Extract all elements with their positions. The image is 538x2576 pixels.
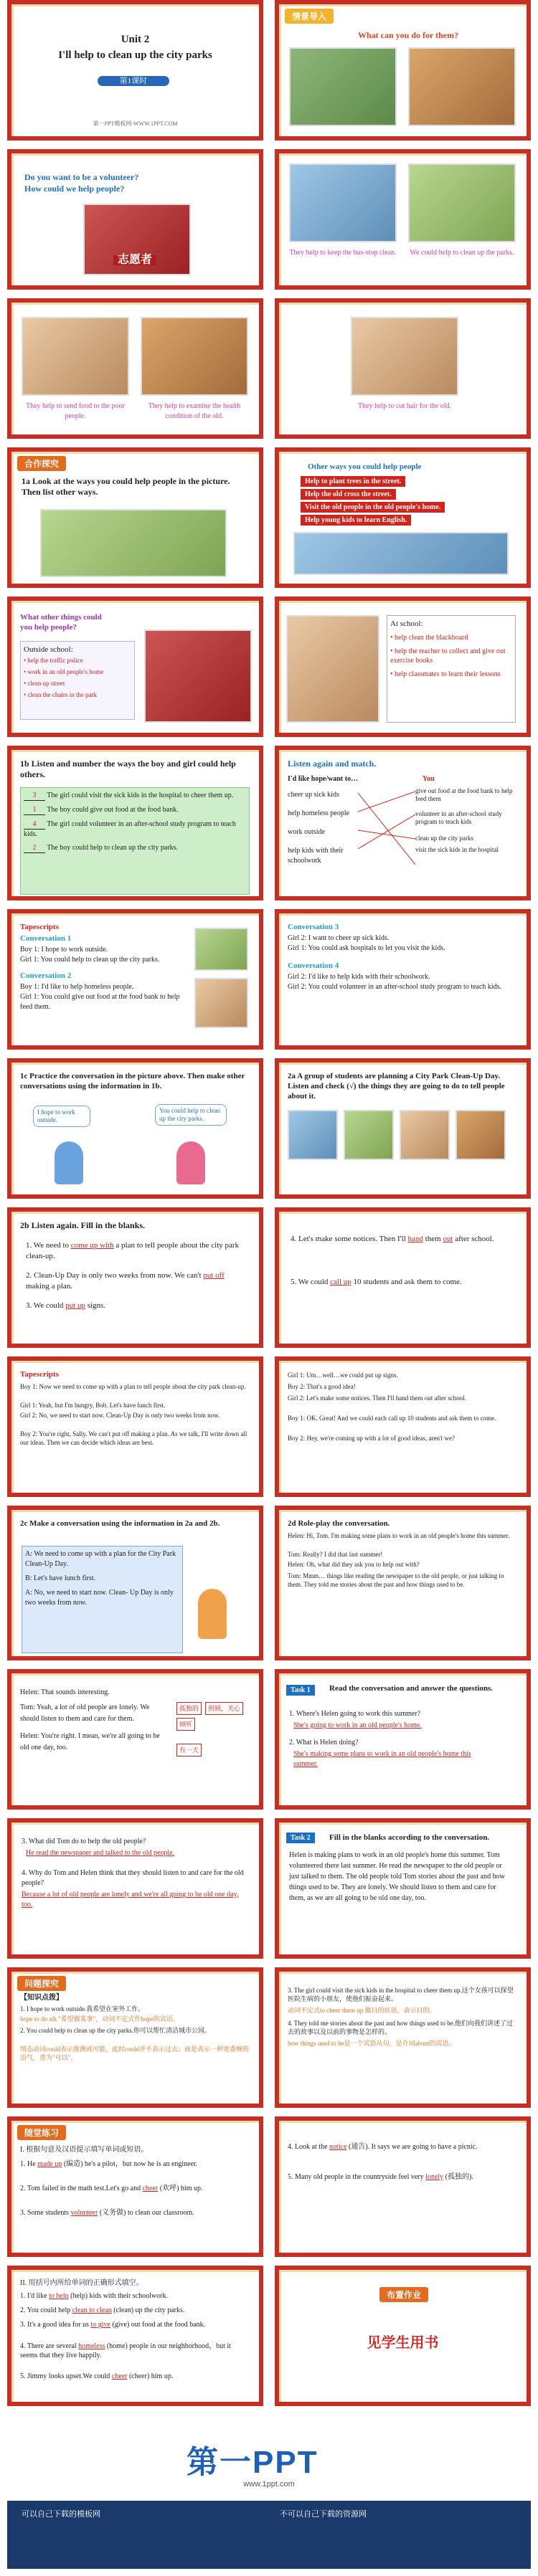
outside-item-text: clean up street: [27, 680, 65, 687]
question-3: 3. What did Tom do to help the old people?: [22, 1838, 146, 1845]
script-line: Boy 1: Now we need to come up with a plan to tell people about the city park clean-up.: [20, 1383, 246, 1390]
script-line: Girl 1: You could ask hospitals to let you visit the kids.: [288, 944, 445, 952]
knowledge-line: 4. They told me stories about the past and how things used to be.他们向我们讲述了过去的故事以及以前的事物是怎样的。: [288, 2020, 514, 2035]
photo-bus-stop: [289, 163, 397, 242]
photo-haircut: [351, 317, 458, 396]
text: them: [425, 1235, 441, 1243]
slide-practice: [7, 2116, 263, 2257]
row-9: [0, 1207, 538, 1348]
other-ways-heading: Other ways you could help people: [308, 462, 422, 471]
match-left: cheer up sick kids: [288, 791, 339, 799]
outside-item-text: help the traffic police: [27, 657, 83, 664]
photo-food-bank: [194, 978, 248, 1028]
slide-knowledge: [7, 1967, 263, 2108]
task1-instruction: Read the conversation and answer the questions.: [329, 1684, 494, 1693]
text: 5. We could: [291, 1278, 329, 1286]
photo-street: [293, 532, 509, 575]
instruction-1a: 1a Look at the ways you could help people in the picture. Then list other ways.: [22, 476, 230, 497]
slide-at-school: [275, 597, 531, 737]
intro-question: What can you do for them?: [358, 30, 459, 40]
text: (编造) he's a pilot，but now he is an engineer.: [63, 2160, 198, 2168]
caption-food: They help to send food to the poor people.: [25, 402, 126, 420]
numbering-row: [24, 791, 246, 801]
slide-title-text: I'll help to clean up the city parks: [58, 49, 212, 61]
photo-classroom: [286, 615, 379, 723]
row-16: [0, 2266, 538, 2406]
text: (help) kids with their schoolwork.: [70, 2292, 168, 2300]
script-line: Girl 1: Um…well…we could put up signs.: [288, 1372, 398, 1379]
practice-item: [20, 2208, 250, 2218]
row-12: [0, 1669, 538, 1810]
footer-logo: 第一PPT: [187, 2445, 318, 2480]
script-line: Girl 2: I'd like to help kids with their schoolwork.: [288, 973, 430, 981]
homework-text: 见学生用书: [367, 2335, 439, 2351]
slide-tapescript-3: [7, 1356, 263, 1497]
help-question: How could we help people?: [24, 184, 125, 194]
picture-option-b: [344, 1110, 394, 1160]
blank-3: [26, 1301, 241, 1311]
photo-park-clean: [194, 928, 248, 971]
answer-3: put up: [65, 1301, 85, 1310]
text: signs.: [87, 1301, 106, 1310]
girl-figure: [176, 1141, 205, 1184]
section-tag: 布置作业: [379, 2287, 428, 2302]
footer-col1: 可以自己下载的模板网: [22, 2510, 100, 2519]
dialog-line: Tom: Mmm… things like reading the newspaper to the old people, or just talking to them. They told me stories about the past and how things used to be.: [288, 1572, 504, 1588]
text: 3. Some students: [20, 2209, 70, 2217]
instruction-1b: 1b Listen and number the ways the boy and girl could help others.: [20, 759, 236, 779]
script-line: Girl 1: You could help to clean up the city parks.: [20, 956, 160, 964]
practice-item: [20, 2291, 250, 2301]
outside-item-text: clean the chairs in the park: [27, 691, 98, 698]
row-5: [0, 597, 538, 737]
school-item-text: help the teacher to collect and give out exercise books: [390, 647, 506, 665]
answer-number: 2: [24, 843, 45, 853]
answer: clean to clean: [72, 2306, 112, 2314]
dialog-line: Helen: Oh, what did they ask you to help out with?: [288, 1561, 420, 1568]
row-13: [0, 1818, 538, 1959]
instruction-2a: 2a A group of students are planning a City Park Clean-Up Day. Listen and check (√) the things they are going to do to tell people about it.: [288, 1072, 505, 1101]
school-item: • help classmates to learn their lessons: [390, 670, 501, 678]
text: 4. Look at the: [288, 2143, 328, 2151]
answer-q3: He read the newspaper and talked to the old people.: [26, 1849, 175, 1857]
practice-item: [20, 2306, 250, 2315]
text: (cheer) him up.: [128, 2372, 174, 2380]
knowledge-line: hope to do sth."希望做某事"，动词不定式作hope的宾语。: [20, 2015, 179, 2023]
text: 2. You could help: [20, 2306, 71, 2314]
text: 10 students and ask them to come.: [353, 1278, 462, 1286]
script-line: Boy 2: That's a good idea!: [288, 1383, 356, 1390]
script-line: Girl 1: Yeah, but I'm hungry, Bob. Let's have lunch first.: [20, 1402, 166, 1409]
question-4: 4. Why do Tom and Helen think that they should listen to and care for the old people?: [22, 1869, 244, 1887]
dialog-line: Helen: Hi, Tom. I'm making some plans to work in an old people's home this summer.: [288, 1532, 510, 1539]
caption-health: They help to examine the health condition of the old.: [148, 402, 241, 420]
speech-bubble-boy: I hope to work outside.: [33, 1106, 90, 1127]
slide-1a: [7, 447, 263, 588]
answer-1: come up with: [70, 1241, 114, 1250]
row-text: The boy could give out food at the food bank.: [47, 806, 179, 814]
slide-outside-school: [7, 597, 263, 737]
conversation-box: [22, 1546, 183, 1653]
slide-2c: [7, 1506, 263, 1660]
answer: to give: [90, 2321, 110, 2329]
answer: notice: [329, 2143, 347, 2151]
lesson-badge: 第1课时: [98, 76, 169, 86]
answer: to help: [49, 2292, 69, 2300]
knowledge-line: 2. You could help to clean up the city parks.你可以帮忙清洁城市公园。: [20, 2027, 211, 2034]
at-school-label: At school:: [390, 619, 423, 628]
dialog-line: B: Let's have lunch first.: [25, 1574, 96, 1582]
slide-task2: [275, 1818, 531, 1959]
slide-match: [275, 746, 531, 900]
tapescript-title: Tapescripts: [20, 1370, 59, 1379]
slide-tapescript-4: [275, 1356, 531, 1497]
question-1: 1. Where's Helen going to work this summer?: [289, 1710, 421, 1718]
site-label: 第一PPT模板网-WWW.1PPT.COM: [93, 120, 178, 127]
instruction-match: Listen again and match.: [288, 759, 377, 769]
answer: cheer: [142, 2185, 159, 2192]
text: a plan to tell people about the city park clean-up.: [26, 1241, 240, 1260]
dialog-line: Helen: You're right. I mean, we're all going to be old one day, too.: [20, 1732, 160, 1752]
dialog-line: Tom: Really? I did that last summer!: [288, 1551, 383, 1558]
row-2: [0, 149, 538, 290]
answer-q1: She's going to work in an old people's home.: [293, 1721, 422, 1729]
photo-park: [408, 163, 516, 242]
other-things-question: What other things could you help people?: [20, 613, 102, 632]
footer-bar: [7, 2501, 531, 2569]
photo-food: [22, 317, 129, 396]
text: 5. Jimmy looks upset.We could: [20, 2372, 110, 2380]
knowledge-line: 1. I hope to work outside.我希望在室外工作。: [20, 2005, 145, 2012]
picture-option-a: [288, 1110, 338, 1160]
way-item: Visit the old people in the old people's home.: [301, 502, 445, 513]
text: 1. We need to: [26, 1241, 70, 1250]
numbering-box: [20, 787, 250, 895]
slide-tapescript-1: [7, 909, 263, 1050]
knowledge-label: 【知识点拨】: [20, 1994, 63, 2002]
volunteer-banner-photo: [83, 204, 191, 275]
unit-label: Unit 2: [121, 34, 150, 45]
knowledge-line: how things used to be是一个宾语从句，是介词about的宾语。: [288, 2040, 456, 2047]
match-right: volunteer in an after-school study program to teach kids: [415, 810, 502, 825]
answer-5: out: [443, 1235, 453, 1243]
slide-task1: [275, 1669, 531, 1810]
practice-item: [20, 2372, 250, 2381]
dialog-line: Helen: That sounds interesting.: [20, 1688, 110, 1696]
slide-2b: [7, 1207, 263, 1348]
slide-title: [7, 0, 263, 141]
photo-elderly: [289, 47, 397, 126]
script-line: Boy 1: I'd like to help homeless people.: [20, 983, 134, 991]
row-3: [0, 298, 538, 439]
row-1: [0, 0, 538, 141]
text: (义务做) to clean our classroom.: [99, 2209, 194, 2217]
practice-item: [20, 2320, 250, 2329]
answer-2: put off: [203, 1271, 225, 1280]
blank-2: [26, 1270, 241, 1292]
practice-intro: II. 用括号内所给单词的正确形式填空。: [20, 2279, 143, 2287]
slide-homework: [275, 2266, 531, 2406]
section-tag: 合作探究: [17, 456, 66, 471]
answer: cheer: [111, 2372, 128, 2380]
row-6: [0, 746, 538, 900]
slide-other-ways: [275, 447, 531, 588]
match-left: help kids with their schoolwork: [288, 847, 344, 865]
slide-task1-cont: [7, 1818, 263, 1959]
text: (通告). It says we are going to have a picnic.: [348, 2143, 478, 2151]
script-line: Boy 2: Hey, we're coming up with a lot of good ideas, aren't we?: [288, 1435, 455, 1442]
footer: [7, 2415, 531, 2569]
text: 4. Let's make some notices. Then I'll: [291, 1235, 406, 1243]
school-item: • help clean the blackboard: [390, 634, 468, 642]
conversation-label: Conversation 4: [288, 961, 339, 970]
text: 4. There are several: [20, 2342, 77, 2350]
answer: volunteer: [70, 2209, 98, 2217]
slide-intro: [275, 0, 531, 141]
match-lines: [358, 786, 415, 865]
row-4: [0, 447, 538, 588]
task-tag: Task 2: [286, 1833, 315, 1843]
instruction-2b: 2b Listen again. Fill in the blanks.: [20, 1220, 146, 1230]
answer-number: 1: [24, 805, 45, 815]
answer: homeless: [78, 2342, 105, 2350]
script-line: Girl 2: You could volunteer in an after-school study program to teach kids.: [288, 983, 502, 991]
note-listen: 倾听: [176, 1718, 195, 1731]
photo-volunteers: [40, 509, 227, 577]
footer-url[interactable]: www.1ppt.com: [243, 2480, 295, 2489]
text: 1. He: [20, 2160, 36, 2168]
script-line: Girl 1: You could give out food at the food bank to help feed them.: [20, 993, 180, 1011]
text: making a plan.: [26, 1282, 73, 1291]
volunteer-question: Do you want to be a volunteer?: [24, 172, 139, 182]
left-head: I'd like hope/want to…: [288, 775, 359, 783]
right-head: You: [423, 775, 435, 783]
answer-4: hand: [407, 1235, 423, 1243]
row-11: [0, 1506, 538, 1660]
knowledge-line: 动词不定式to cheer them up 做目的状语，表示目的。: [288, 2007, 436, 2014]
slide-practice-2: [7, 2266, 263, 2406]
slide-practice-cont: [275, 2116, 531, 2257]
outside-item-text: work in an old people's home: [27, 668, 104, 675]
practice-item: [20, 2184, 250, 2194]
conversation-label: Conversation 1: [20, 934, 72, 943]
row-10: [0, 1356, 538, 1497]
numbering-row: [24, 843, 246, 853]
text: 5. Many old people in the countryside feel very: [288, 2173, 424, 2181]
text: (give) out food at the food bank.: [112, 2321, 206, 2329]
script-line: Girl 2: No, we need to start now. Clean-Up Day is only two weeks from now.: [20, 1412, 220, 1419]
text: after school.: [455, 1235, 494, 1243]
photo-children: [408, 47, 516, 126]
school-item: • help the teacher to collect and give out exercise books: [390, 647, 506, 665]
answer: made up: [37, 2160, 62, 2168]
caption-haircut: They help to cut hair for the old.: [358, 402, 451, 410]
text: 1. I'd like: [20, 2292, 47, 2300]
note-lonely: 孤独的: [176, 1702, 202, 1715]
conversation-label: Conversation 3: [288, 923, 339, 931]
school-item-text: help clean the blackboard: [395, 634, 468, 642]
outside-school-label: Outside school:: [24, 645, 73, 654]
dialog-line: A: No, we need to start now. Clean- Up Day is only two weeks from now.: [25, 1589, 174, 1607]
row-text: The boy could help to clean up the city parks.: [47, 844, 179, 852]
slide-photos-1: [275, 149, 531, 290]
student-figure: [198, 1589, 227, 1639]
slide-photos-2: [7, 298, 263, 439]
knowledge-line: 情态动词could表示推测或可能，此时could并不表示过去；而是表示一种更委婉的语气，意为"可以"。: [20, 2045, 249, 2061]
slide-dialog: [7, 1669, 263, 1810]
task-tag: Task 1: [286, 1685, 315, 1696]
match-right: clean up the city parks: [415, 835, 473, 842]
row-text: The girl could volunteer in an after-school study program to teach kids.: [24, 820, 236, 838]
blank-5: [291, 1276, 513, 1288]
section-tag: 情景导入: [285, 9, 334, 24]
slide-knowledge-cont: [275, 1967, 531, 2108]
conversation-label: Conversation 2: [20, 971, 72, 980]
text: 2. Tom failed in the math test.Let's go and: [20, 2185, 141, 2192]
slide-2a: [275, 1058, 531, 1199]
note-one-day: 有一天: [176, 1744, 202, 1757]
practice-item: [288, 2142, 517, 2152]
way-item: Help to plant trees in the street.: [301, 476, 405, 487]
instruction-1c: 1c Practice the conversation in the picture above. Then make other conversations using the information in 1b.: [20, 1072, 245, 1090]
numbering-row: [24, 819, 246, 839]
outside-item: • help the traffic police: [24, 657, 83, 664]
slide-tapescript-2: [275, 909, 531, 1050]
dialog-line: Tom: Yeah, a lot of old people are lonely. We should listen to them and care for them.: [20, 1703, 150, 1723]
boy-figure: [55, 1141, 83, 1184]
row-7: [0, 909, 538, 1050]
outside-school-box: [20, 641, 135, 720]
slide-1c: [7, 1058, 263, 1199]
blank-4: [291, 1233, 513, 1245]
answer-q2: She's making some plans to work in an old people's home this summer.: [293, 1750, 471, 1768]
blank-1: [26, 1240, 241, 1262]
picture-option-d: [456, 1110, 506, 1160]
caption-bus-stop: They help to keep the bus-stop clean.: [289, 249, 397, 257]
outside-item: • work in an old people's home: [24, 668, 104, 675]
photo-traffic: [144, 629, 252, 723]
answer-6: call up: [330, 1278, 351, 1286]
tapescript-title: Tapescripts: [20, 923, 59, 931]
match-right: give out food at the food bank to help feed them: [415, 787, 513, 802]
way-item: Help young kids to learn English.: [301, 515, 411, 526]
banner-text: 志愿者: [113, 255, 156, 265]
slide-volunteer: [7, 149, 263, 290]
slide-2d: [275, 1506, 531, 1660]
dialog-line: A: We need to come up with a plan for the City Park Clean-Up Day.: [25, 1550, 176, 1568]
outside-item: • clean up street: [24, 680, 65, 687]
outside-item: • clean the chairs in the park: [24, 691, 98, 698]
match-left: help homeless people: [288, 809, 350, 817]
answer-number: 4: [24, 819, 45, 830]
script-line: Girl 2: I want to cheer up sick kids.: [288, 934, 390, 942]
match-right: visit the sick kids in the hospital: [415, 846, 499, 853]
answer-number: 3: [24, 791, 45, 801]
speech-bubble-girl: You could help to clean up the city parks.: [155, 1104, 227, 1126]
way-item: Help the old cross the street.: [301, 489, 396, 500]
practice-item: [288, 2172, 517, 2182]
row-15: [0, 2116, 538, 2257]
row-14: [0, 1967, 538, 2108]
text: 3. It's a good idea for us: [20, 2321, 89, 2329]
at-school-box: [387, 615, 516, 723]
slide-2b-cont: [275, 1207, 531, 1348]
slide-photos-3: [275, 298, 531, 439]
school-item-text: help classmates to learn their lessons: [395, 670, 501, 678]
text: (欢呼) him up.: [159, 2185, 203, 2192]
answer: lonely: [425, 2173, 444, 2181]
practice-intro: I. 根据句意及汉语提示填写单词或短语。: [20, 2146, 148, 2154]
script-line: Boy 1: I hope to work outside.: [20, 946, 108, 954]
script-line: Boy 1: OK. Great! And we could each call up 10 students and ask them to come.: [288, 1415, 496, 1422]
knowledge-line: 3. The girl could visit the sick kids in the hospital to cheer them up.这个女孩可以探望医院生病的小朋友，使他们振奋起来。: [288, 1987, 514, 2002]
answer-q4: Because a lot of old people are lonely and we're all going to be old one day, too.: [22, 1891, 239, 1909]
numbering-row: [24, 805, 246, 815]
question-2: 2. What is Helen doing?: [289, 1739, 359, 1746]
instruction-2d: 2d Role-play the conversation.: [288, 1519, 390, 1528]
script-line: Girl 2: Let's make some notices. Then I'll hand them out after school.: [288, 1394, 467, 1402]
caption-park: We could help to clean up the parks.: [410, 249, 514, 257]
text: (home) people in our neighborhood，but it seems that they live happily.: [20, 2342, 231, 2359]
footer-col2: 不可以自己下载的资源网: [280, 2510, 367, 2519]
photo-health: [141, 317, 248, 396]
text: 2. Clean-Up Day is only two weeks from now. We can't: [26, 1271, 202, 1280]
section-tag: 随堂练习: [17, 2125, 66, 2140]
row-text: The girl could visit the sick kids in the hospital to cheer them up.: [47, 792, 234, 799]
script-line: Boy 2: You're right, Sally. We can't put off making a plan. As we talk, I'll write down all our ideas. Then we can decide which ideas are best.: [20, 1430, 247, 1446]
practice-item: [20, 2342, 250, 2360]
instruction-2c: 2c Make a conversation using the information in 2a and 2b.: [20, 1519, 220, 1528]
section-tag: 问题探究: [17, 1976, 66, 1991]
match-left: work outside: [288, 828, 325, 836]
text: (clean) up the city parks.: [113, 2306, 185, 2314]
slide-1b: [7, 746, 263, 900]
note-care: 照顾，关心: [205, 1702, 243, 1715]
task2-instruction: Fill in the blanks according to the conversation.: [329, 1833, 490, 1842]
text: 3. We could: [26, 1301, 64, 1310]
text: (孤独的).: [445, 2173, 473, 2181]
picture-option-c: [400, 1110, 450, 1160]
row-8: [0, 1058, 538, 1199]
practice-item: [20, 2159, 250, 2169]
task2-passage: Helen is making plans to work in an old people's home this summer. Tom volunteered there last summer. He read the newspaper to the old people or just talked to them. The old people told Tom stories about the past and how things used to be. They are lonely. We should listen to them and care for them, as we are all going to be old one day, too.: [289, 1851, 505, 1902]
